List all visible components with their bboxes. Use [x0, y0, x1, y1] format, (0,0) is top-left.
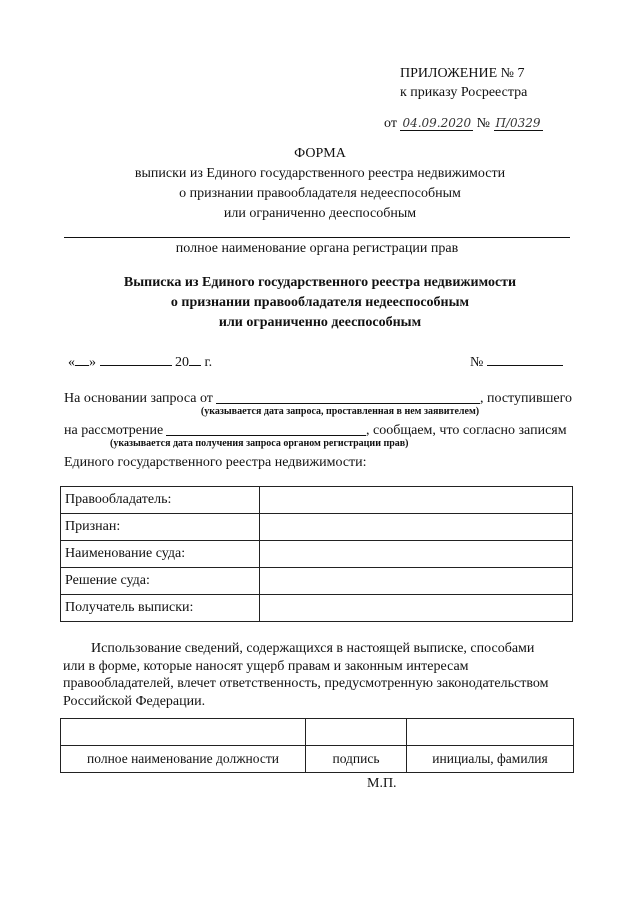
name-cell — [407, 719, 574, 746]
info-row — [61, 487, 573, 514]
info-value — [260, 541, 573, 568]
request-reports: , сообщаем, что согласно записям — [366, 423, 567, 438]
order-reference: к приказу Росреестра — [400, 85, 528, 100]
appendix-label: ПРИЛОЖЕНИЕ № 7 — [400, 66, 525, 81]
info-label: Наименование суда: — [61, 541, 260, 568]
number-prefix: № — [476, 116, 491, 131]
review-date-blank — [166, 435, 366, 436]
info-value — [260, 568, 573, 595]
info-label: Признан: — [61, 514, 260, 541]
extract-number: № — [470, 353, 563, 371]
order-date-handwritten: 04.09.2020 — [402, 116, 472, 130]
request-hint-2: (указывается дата получения запроса органом регистрации прав) — [110, 438, 409, 449]
notice-line-1: Использование сведений, содержащихся в настоящей выписке, способами — [91, 641, 535, 656]
info-label: Решение суда: — [61, 568, 260, 595]
info-row — [61, 514, 573, 541]
signature-caption: подпись — [306, 746, 407, 773]
form-title-line2: о признании правообладателя недееспособным — [179, 186, 461, 201]
authority-name-line — [64, 237, 570, 238]
extract-title-line1: Выписка из Единого государственного реестра недвижимости — [123, 275, 517, 290]
day-blank — [75, 353, 89, 366]
form-word: ФОРМА — [294, 146, 346, 161]
stamp-placeholder: М.П. — [367, 776, 397, 791]
info-label: Правообладатель: — [61, 487, 260, 514]
date-prefix: от — [384, 116, 397, 131]
info-row — [61, 595, 573, 622]
name-caption: инициалы, фамилия — [407, 746, 574, 773]
registry-line: Единого государственного реестра недвижимости: — [64, 455, 367, 470]
month-blank — [100, 353, 172, 366]
extract-title-line2: о признании правообладателя недееспособным — [170, 295, 470, 310]
order-number-handwritten: П/0329 — [495, 116, 541, 130]
extract-date: « » 20 г. — [68, 355, 213, 370]
info-row — [61, 568, 573, 595]
info-label: Получатель выписки: — [61, 595, 260, 622]
year-blank — [189, 353, 201, 366]
notice-line-2: или в форме, которые наносят ущерб правам и законным интересам — [63, 658, 469, 674]
authority-caption: полное наименование органа регистрации прав — [175, 241, 459, 256]
info-value — [260, 595, 573, 622]
info-value — [260, 514, 573, 541]
info-row — [61, 541, 573, 568]
form-title-line3: или ограниченно дееспособным — [223, 206, 417, 221]
position-caption: полное наименование должности — [61, 746, 306, 773]
order-date-line — [384, 116, 543, 132]
request-based-on: На основании запроса от — [64, 391, 213, 406]
request-hint-1: (указывается дата запроса, проставленная в нем заявителем) — [200, 406, 480, 417]
signature-cell — [306, 719, 407, 746]
notice-line-3: правообладателей, влечет ответственность, предусмотренную законодательством — [63, 676, 549, 691]
extract-title-line3: или ограниченно дееспособным — [218, 315, 422, 330]
request-date-blank — [216, 403, 480, 404]
signature-table — [60, 718, 574, 773]
request-received: , поступившего — [480, 391, 572, 406]
form-title-line1: выписки из Единого государственного реестра недвижимости — [134, 166, 506, 181]
notice-line-4: Российской Федерации. — [63, 693, 206, 709]
number-blank — [487, 353, 563, 366]
info-value — [260, 487, 573, 514]
request-review: на рассмотрение — [64, 423, 164, 438]
liability-notice — [63, 640, 571, 710]
info-table — [60, 486, 573, 622]
position-cell — [61, 719, 306, 746]
